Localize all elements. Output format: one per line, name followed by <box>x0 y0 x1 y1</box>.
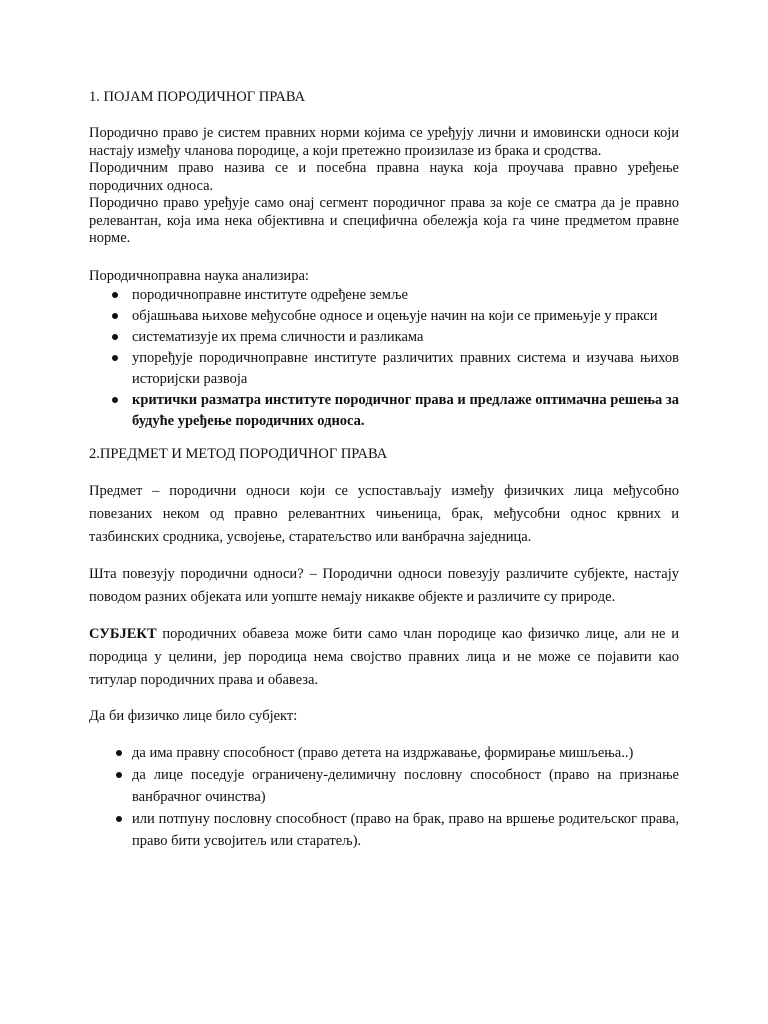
subject-paragraph <box>89 623 679 692</box>
list-item <box>89 390 679 432</box>
subject-paragraph-text: породичних обавеза може бити само члан породице као физичко лице, али не и породица у целини, јер породица нема својство правних лица и не може се појавити као титулар породичних права и обавеза. <box>89 626 679 688</box>
question-paragraph: Шта повезују породични односи? – Породични односи повезују различите субјекте, настају поводом разних објеката или уопште немају никакве објекте и различите су природе. <box>89 566 679 605</box>
list-item-text: упоређује породичноправне институте различитих правних система и изучава њихов историјски развоја <box>132 350 679 387</box>
science-definition-paragraph: Породичним право назива се и посебна правна наука која проучава правно уређење породичних односа. <box>89 160 679 194</box>
list-item-text: критички разматра институте породичног права и предлаже оптимачна решења за будуће уређење породичних односа. <box>132 392 679 429</box>
science-intro: Породичноправна наука анализира: <box>89 267 309 284</box>
list-item-text: породичноправне институте одређене земље <box>132 287 408 303</box>
list-item-text: или потпуну пословну способност (право на брак, право на вршење родитељског права, право бити усвојитељ или старатељ). <box>132 810 679 849</box>
section-2-heading: 2.ПРЕДМЕТ И МЕТОД ПОРОДИЧНОГ ПРАВА <box>89 446 388 462</box>
bullet-icon <box>112 334 118 340</box>
list-item <box>89 764 679 808</box>
subject-term: СУБЈЕКТ <box>89 626 157 642</box>
science-list <box>89 285 679 432</box>
list-item <box>89 348 679 390</box>
bullet-icon <box>112 355 118 361</box>
list-item-text: да лице поседује ограничену-делимичну пословну способност (право на признање ванбрачног очинства) <box>132 766 679 805</box>
section-1-heading: 1. ПОЈАМ ПОРОДИЧНОГ ПРАВА <box>89 89 306 105</box>
bullet-icon <box>112 292 118 298</box>
document-page <box>89 88 679 852</box>
bullet-icon <box>116 816 122 822</box>
condition-intro: Да би физичко лице било субјект: <box>89 708 298 724</box>
condition-list <box>89 742 679 852</box>
definition-block <box>89 125 679 248</box>
bullet-icon <box>112 313 118 319</box>
scope-paragraph: Породично право уређује само онај сегмент породичног права за које се сматра да је правно релевантан, која има нека објективна и специфична обележја која га чине предметом правне норме. <box>89 195 679 246</box>
bullet-icon <box>116 772 122 778</box>
list-item <box>89 306 679 327</box>
definition-paragraph: Породично право је систем правних норми којима се уређују лични и имовински односи који настају између чланова породице, а који претежно произилазе из брака и сродства. <box>89 125 679 159</box>
list-item <box>89 742 679 764</box>
bullet-icon <box>116 750 122 756</box>
list-item <box>89 285 679 306</box>
list-item-text: систематизује их према сличности и разликама <box>132 329 424 345</box>
subject-matter-paragraph: Предмет – породични односи који се успостављају између физичких лица међусобно повезаних неком од правно релевантних чињеница, брак, међусобни однос крвних и тазбинских сродника, усвојење, старатељство или ванбрачна заједница. <box>89 483 679 545</box>
list-item-text: да има правну способност (право детета на издржавање, формирање мишљења..) <box>132 744 634 761</box>
bullet-icon <box>112 397 118 403</box>
list-item <box>89 808 679 852</box>
list-item-text: објашњава њихове међусобне односе и оцењује начин на који се примењује у пракси <box>132 308 658 324</box>
list-item <box>89 327 679 348</box>
